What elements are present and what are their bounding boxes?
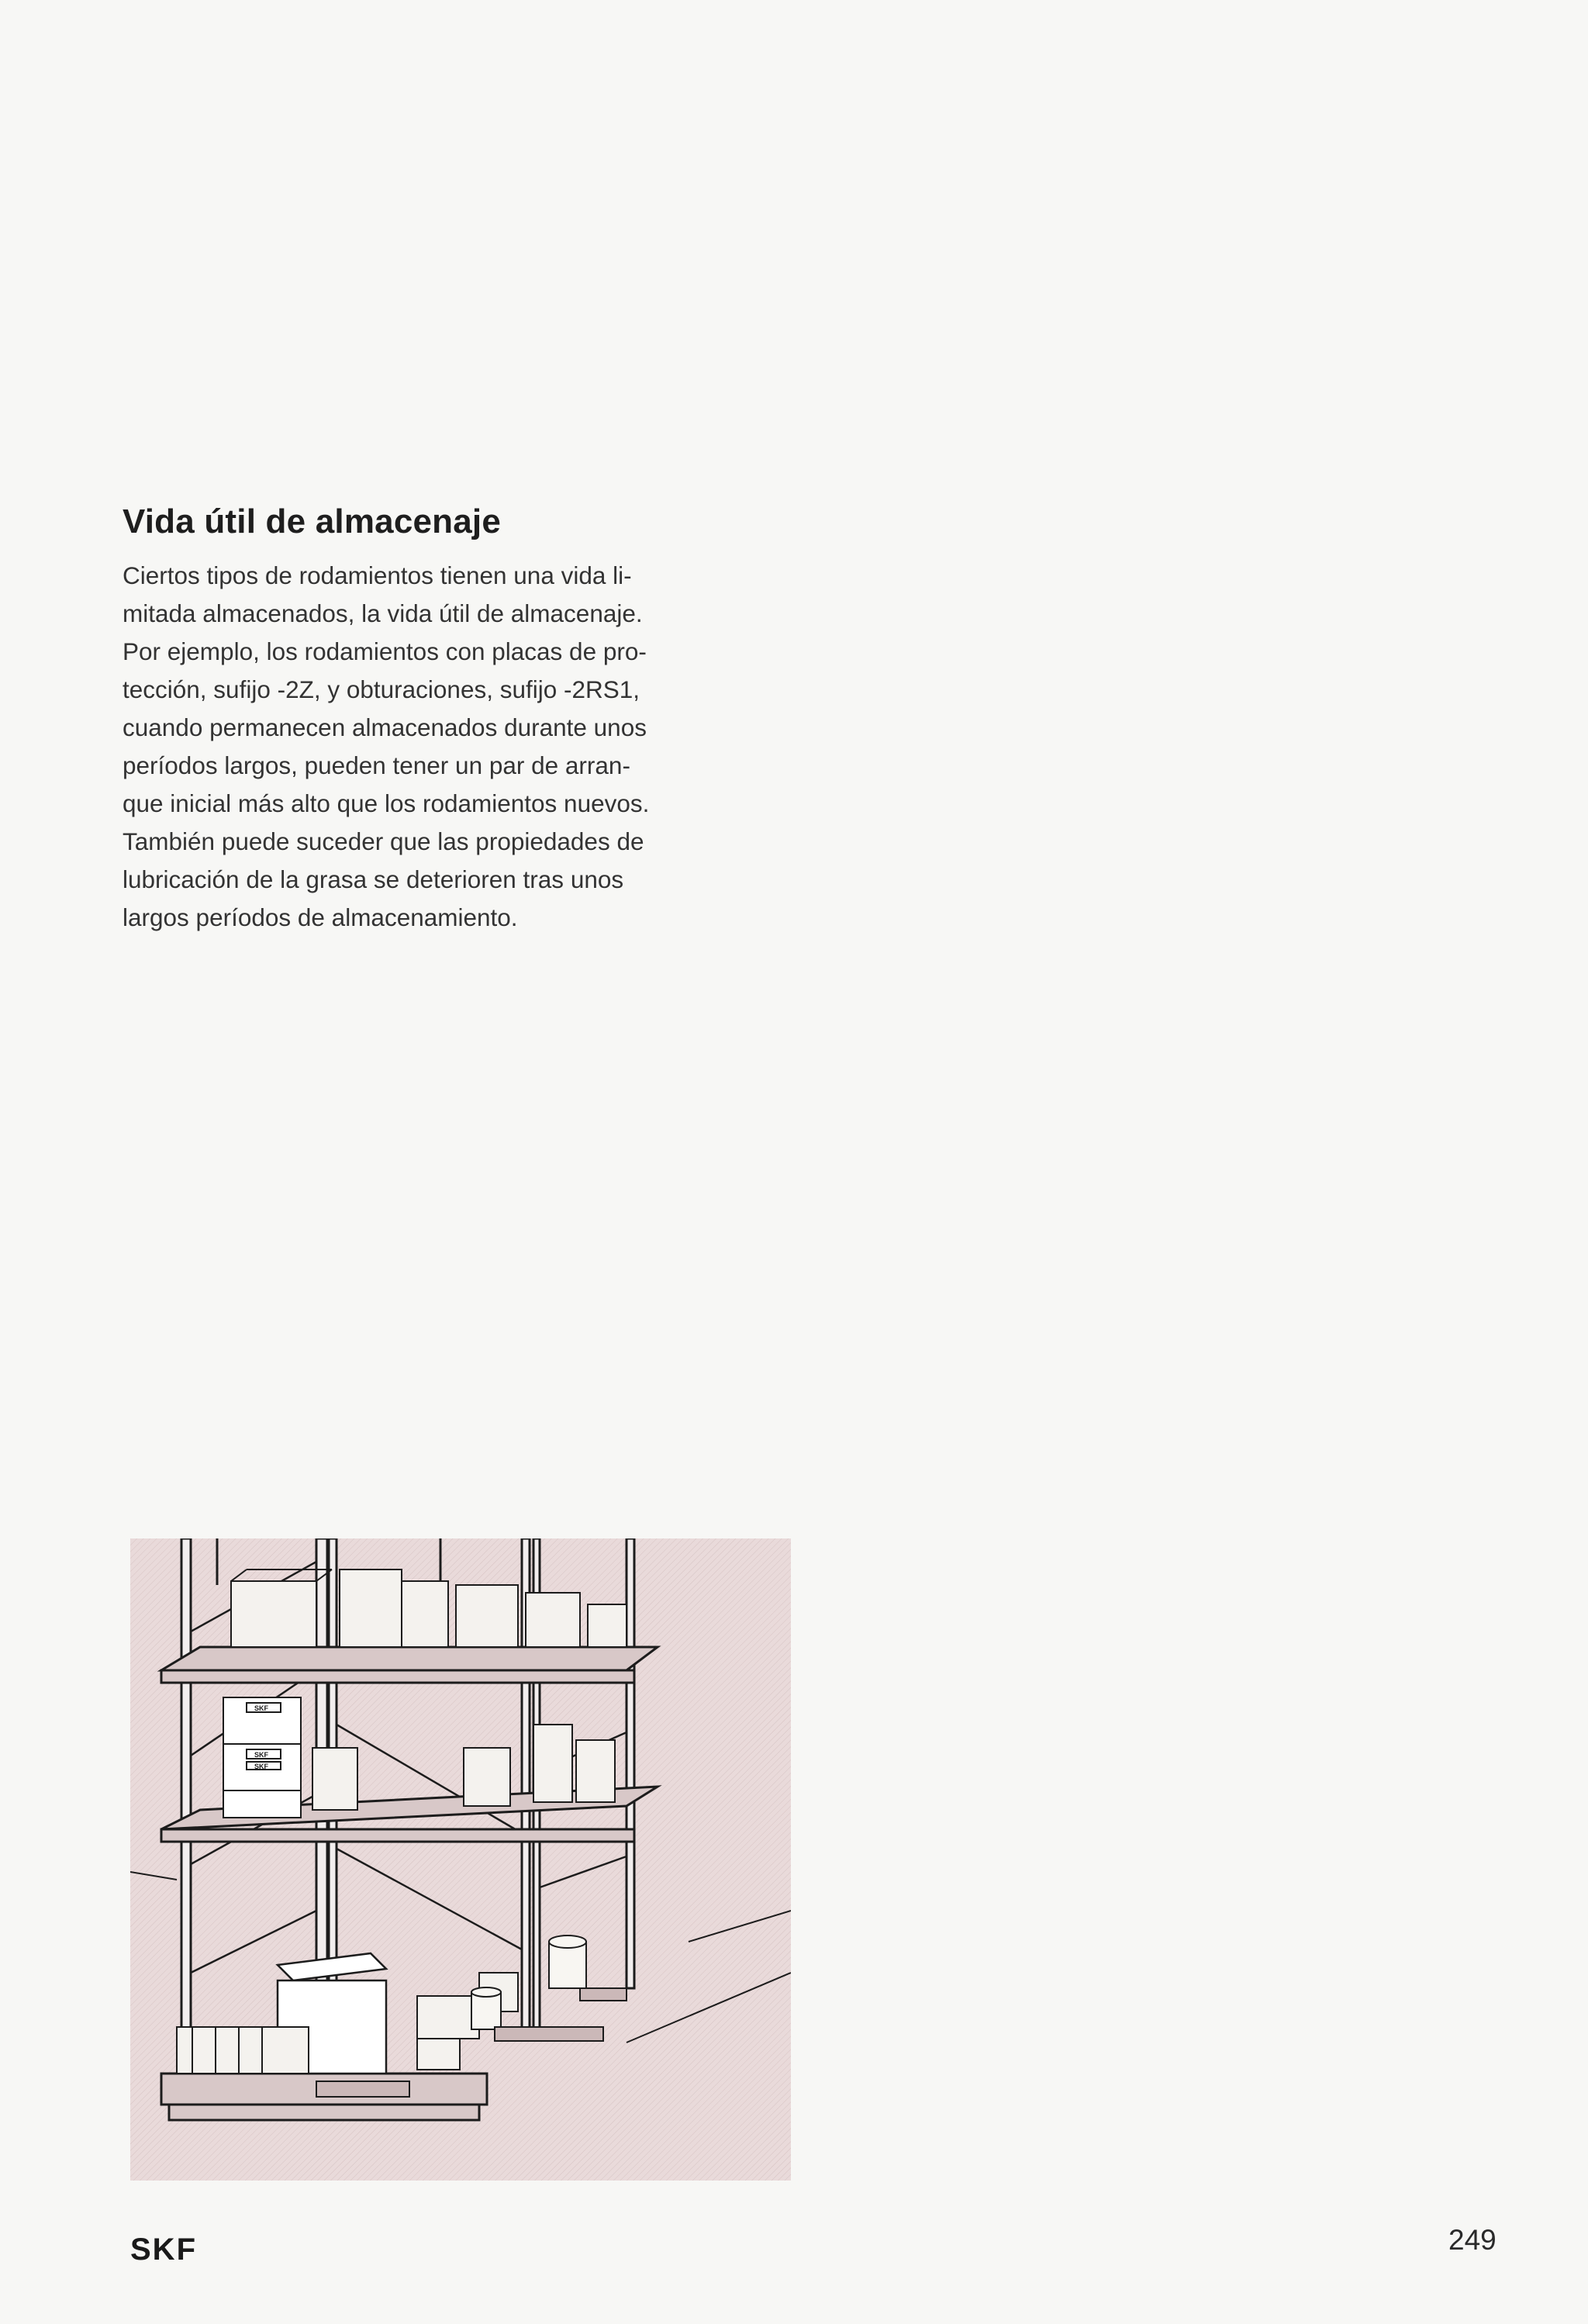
section-title: Vida útil de almacenaje bbox=[123, 502, 501, 540]
body-line: períodos largos, pueden tener un par de arran- bbox=[123, 751, 630, 779]
skf-box-label: SKF bbox=[254, 1751, 268, 1759]
section-body bbox=[123, 557, 805, 937]
body-line: También puede suceder que las propiedades de bbox=[123, 827, 644, 855]
crate-bottom-left bbox=[177, 2027, 309, 2074]
body-line: tección, sufijo -2Z, y obturaciones, sufijo -2RS1, bbox=[123, 675, 640, 703]
body-line: Por ejemplo, los rodamientos con placas de pro- bbox=[123, 637, 647, 665]
page-number: 249 bbox=[1448, 2224, 1497, 2256]
skf-box-label: SKF bbox=[254, 1704, 268, 1712]
body-line: mitada almacenados, la vida útil de almacenaje. bbox=[123, 599, 643, 627]
skf-logo bbox=[130, 2233, 242, 2264]
body-line: largos períodos de almacenamiento. bbox=[123, 903, 518, 931]
body-line: Ciertos tipos de rodamientos tienen una vida li- bbox=[123, 561, 632, 589]
body-line: lubricación de la grasa se deterioren tras unos bbox=[123, 865, 624, 893]
skf-box-label: SKF bbox=[254, 1763, 268, 1770]
svg-text:SKF: SKF bbox=[130, 2233, 197, 2264]
body-line: cuando permanecen almacenados durante unos bbox=[123, 713, 647, 741]
warehouse-rack-illustration bbox=[130, 1538, 791, 2181]
body-line: que inicial más alto que los rodamientos nuevos. bbox=[123, 789, 650, 817]
